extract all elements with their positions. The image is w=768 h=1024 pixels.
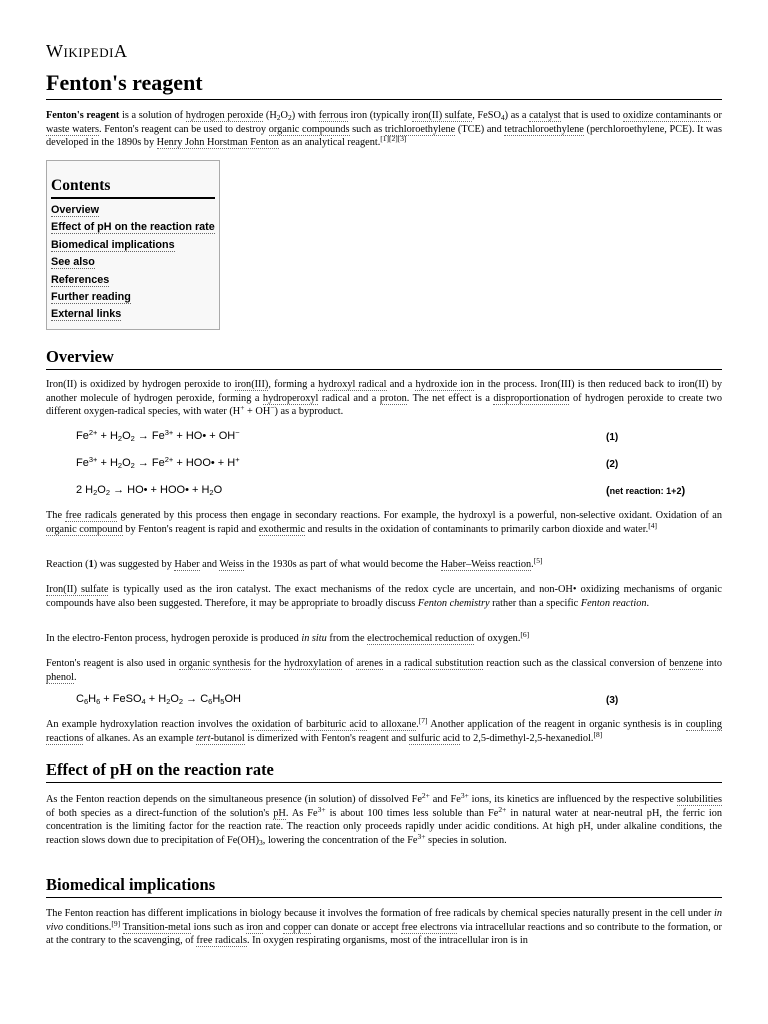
table-of-contents: [46, 160, 220, 330]
toc-title: Contents: [51, 177, 215, 199]
citation-ref[interactable]: [1][2][3]: [380, 134, 407, 144]
link[interactable]: oxidation: [251, 719, 291, 730]
toc-item-see-also[interactable]: See also: [51, 256, 95, 269]
link[interactable]: organic compound: [46, 523, 123, 535]
toc-item-references[interactable]: References: [51, 273, 110, 286]
link[interactable]: Iron(II) sulfate: [46, 584, 109, 595]
link[interactable]: sulfuric acid: [408, 732, 460, 744]
link[interactable]: Weiss: [219, 559, 244, 570]
link[interactable]: iron(III): [234, 379, 269, 390]
wikipedia-logo[interactable]: WIKIPEDIA: [46, 41, 128, 61]
toc-item-effect-of-ph[interactable]: Effect of pH on the reaction rate: [51, 221, 215, 234]
overview-paragraph-2: The free radicals generated by this process then engage in secondary reactions. For example, the hydroxyl is a powerful, non-selective oxidant. Oxidation of an organic compound by Fenton's reagent is rapid and exothermic and results in the oxidation of contaminants to primarily carbon dioxide and water.[4]: [46, 510, 722, 535]
link[interactable]: electrochemical reduction: [367, 633, 474, 644]
toc-item-overview[interactable]: Overview: [51, 204, 100, 216]
citation-ref[interactable]: [9]: [111, 918, 121, 928]
link-henry-fenton[interactable]: Henry John Horstman Fenton: [156, 137, 279, 149]
toc-item-external-links[interactable]: External links: [51, 308, 122, 321]
link-trichloroethylene[interactable]: trichloroethylene: [384, 123, 456, 135]
section-heading-biomedical: Biomedical implications: [46, 875, 722, 898]
link[interactable]: proton: [379, 392, 407, 404]
citation-ref[interactable]: [5]: [533, 556, 543, 565]
citation-ref[interactable]: [4]: [648, 520, 657, 530]
link-waste-waters[interactable]: waste waters: [46, 123, 99, 135]
ph-paragraph-1: As the Fenton reaction depends on the simultaneous presence (in solution) of dissolved $Fe^{2+}$ and $Fe^{3+}$ ions, its kinetics are influenced by the respective solubilities of both species as a direct-function of the solution's pH. As $Fe^{3+}$ is about 100 times less soluble than $Fe^{2+}$ in natural water at near-neutral pH, the ferric ion concentration is the limiting factor for the reaction rate. The reaction only proceeds rapidly under acidic conditions. At high pH, under alkaline conditions, the reaction slows down due to precipitation of $Fe(OH)_3$, lowering the concentration of the $Fe^{3+}$ species in solution.: [46, 791, 722, 847]
link[interactable]: free electrons: [401, 921, 458, 933]
overview-paragraph-5: In the electro-Fenton process, hydrogen peroxide is produced in situ from the electrochemical reduction of oxygen.[6]: [46, 630, 530, 644]
link[interactable]: arenes: [356, 658, 383, 669]
link[interactable]: alloxane: [381, 719, 417, 730]
overview-paragraph-1: Iron(II) is oxidized by hydrogen peroxide to iron(III), forming a hydroxyl radical and a hydroxide ion in the process. Iron(III) is then reduced back to iron(II) by another molecule of hydrogen peroxide, forming a hydroperoxyl radical and a proton. The net effect is a disproportionation of hydrogen peroxide to create two different oxygen-radical species, with water (H+ + OH−) as a byproduct.: [46, 379, 722, 418]
link[interactable]: pH: [273, 807, 286, 819]
link-organic-compounds[interactable]: organic compounds: [268, 123, 350, 135]
link[interactable]: hydroxide ion: [415, 379, 474, 390]
link-hydrogen-peroxide[interactable]: hydrogen peroxide: [185, 110, 264, 121]
link[interactable]: coupling reactions: [46, 719, 722, 744]
link[interactable]: free radicals: [65, 510, 117, 521]
citation-ref[interactable]: [6]: [520, 630, 530, 639]
link[interactable]: tert-butanol: [196, 732, 245, 744]
link[interactable]: organic synthesis: [179, 658, 251, 669]
bio-paragraph-1: The Fenton reaction has different implications in biology because it involves the formation of free radicals by chemical species naturally present in the cell under in vivo conditions.[9] Transition-metal ions such as iron and copper can donate or accept free electrons via intracellular reactions and so contribute to the formation, or at the contrary to the scavenging, of free radicals. In oxygen respirating organisms, most of the intracellular iron is in: [46, 908, 722, 947]
link[interactable]: iron: [246, 921, 263, 933]
toc-item-biomedical[interactable]: Biomedical implications: [51, 238, 175, 251]
equation-number-3: (net reaction: 1+2): [606, 485, 686, 497]
equation-2: $Fe^{3+} + H_2O_2 \to Fe^{2+}$ + HOO• + H+: [76, 455, 240, 470]
link[interactable]: hydroxyl radical: [318, 379, 387, 390]
overview-paragraph-3: Reaction (1) was suggested by Haber and Weiss in the 1930s as part of what would become the Haber–Weiss reaction.[5]: [46, 556, 543, 570]
citation-ref[interactable]: [8]: [593, 729, 603, 739]
link[interactable]: Transition-metal: [122, 921, 191, 933]
link[interactable]: hydroperoxyl: [262, 392, 319, 404]
link-catalyst[interactable]: catalyst: [529, 110, 561, 121]
overview-paragraph-4: Iron(II) sulfate is typically used as the iron catalyst. The exact mechanisms of the redox cycle are uncertain, and non-OH• oxidizing mechanisms of organic compounds have also been suggested. Therefore, it may be appropriate to broadly discuss Fenton chemistry rather than a specific Fenton reaction.: [46, 584, 722, 609]
equation-number-4: (3): [606, 695, 619, 706]
link[interactable]: hydroxylation: [284, 658, 342, 669]
link[interactable]: copper: [283, 921, 312, 933]
equation-3: 2 $H_2O_2$ → HO• + HOO• + $H_2O$: [76, 484, 223, 497]
section-heading-effect-of-ph: Effect of pH on the reaction rate: [46, 760, 722, 783]
link[interactable]: solubilities: [676, 794, 722, 805]
link[interactable]: free radicals: [196, 935, 247, 947]
link-oxidize-contaminants[interactable]: oxidize contaminants: [622, 110, 711, 121]
intro-paragraph: Fenton's reagent is a solution of hydrogen peroxide $(H_2O_2)$ with ferrous iron (typically iron(II) sulfate, FeSO$_4$) as a catalyst that is used to oxidize contaminants or waste waters. Fenton's reagent can be used to destroy organic compounds such as trichloroethylene (TCE) and tetrachloroethylene (perchloroethylene, PCE). It was developed in the 1890s by Henry John Horstman Fenton as an analytical reagent.[1][2][3]: [46, 110, 722, 149]
equation-4: $C_6H_6$ + FeSO$_4$ + $H_2O_2 \to C_6H_5OH$: [76, 693, 241, 706]
link-ferrous[interactable]: ferrous: [318, 110, 348, 121]
link[interactable]: benzene: [669, 658, 703, 669]
link-iron-ii-sulfate[interactable]: iron(II) sulfate: [411, 110, 473, 121]
link-tetrachloroethylene[interactable]: tetrachloroethylene: [504, 123, 584, 135]
link[interactable]: Haber: [174, 559, 200, 570]
overview-paragraph-6: Fenton's reagent is also used in organic synthesis for the hydroxylation of arenes in a radical substitution reaction such as the classical conversion of benzene into phenol.: [46, 658, 723, 683]
link[interactable]: radical substitution: [404, 658, 484, 669]
overview-paragraph-7: An example hydroxylation reaction involves the oxidation of barbituric acid to alloxane.[7] Another application of the reagent in organic synthesis is in coupling reactions of alkanes. As an example tert-butanol is dimerized with Fenton's reagent and sulfuric acid to 2,5-dimethyl-2,5-hexanediol.[8]: [46, 716, 722, 744]
equation-number-1: (1): [606, 432, 619, 443]
link[interactable]: disproportionation: [493, 392, 570, 404]
citation-ref[interactable]: [7]: [418, 716, 428, 725]
equation-number-2: (2): [606, 459, 619, 470]
page-title: Fenton's reagent: [46, 70, 722, 100]
link[interactable]: phenol: [46, 671, 75, 683]
link[interactable]: barbituric acid: [306, 719, 367, 730]
section-heading-overview: Overview: [46, 347, 722, 370]
link[interactable]: Haber–Weiss reaction: [440, 559, 532, 570]
equation-1: $Fe^{2+} + H_2O_2 \to Fe^{3+}$ + HO• + OH−: [76, 428, 240, 443]
link[interactable]: exothermic: [258, 523, 306, 535]
toc-item-further-reading[interactable]: Further reading: [51, 291, 131, 304]
